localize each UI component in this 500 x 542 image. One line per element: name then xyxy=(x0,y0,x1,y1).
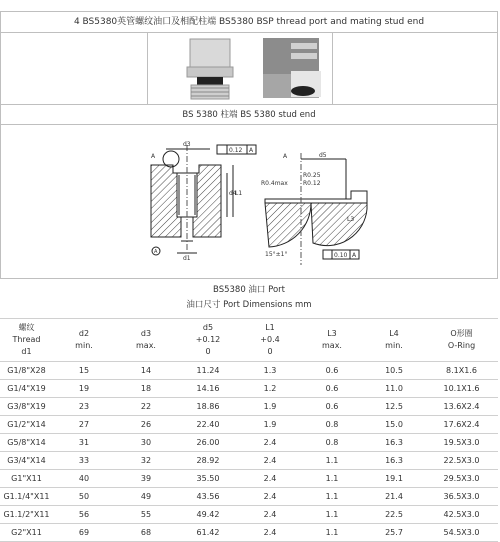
table-cell: 36.5X3.0 xyxy=(425,488,498,506)
column-header xyxy=(363,319,425,362)
table-cell: 35.50 xyxy=(177,470,239,488)
table-cell: 27 xyxy=(53,416,115,434)
column-header-line: min. xyxy=(75,341,93,350)
table-cell: 55 xyxy=(115,506,177,524)
label-d4: d4 xyxy=(229,190,237,197)
table-body xyxy=(0,362,498,542)
table-cell: 18 xyxy=(115,380,177,398)
table-cell: 0.8 xyxy=(301,434,363,452)
table-cell: 42.5X3.0 xyxy=(425,506,498,524)
tolerance-bottom-value: 0.10 xyxy=(334,252,348,259)
column-header-line: L1 xyxy=(265,323,275,332)
table-cell: G1/2"X14 xyxy=(0,416,53,434)
column-header xyxy=(0,319,53,362)
table-cell: 26.00 xyxy=(177,434,239,452)
label-l1: L1 xyxy=(235,190,243,197)
column-header-line: d1 xyxy=(21,347,32,356)
technical-drawing xyxy=(0,125,498,279)
circle-a-label: A xyxy=(154,249,158,255)
column-header-line: O-Ring xyxy=(447,341,476,350)
table-cell: 1.1 xyxy=(301,470,363,488)
table-cell: 30 xyxy=(115,434,177,452)
table-cell: 17.6X2.4 xyxy=(425,416,498,434)
column-header-line: L4 xyxy=(389,329,399,338)
table-cell: 2.4 xyxy=(239,488,301,506)
table-row xyxy=(0,380,498,398)
tolerance-bottom-ref: A xyxy=(352,252,357,259)
label-r04: R0.4max xyxy=(261,180,288,187)
column-header-line: Thread xyxy=(12,335,41,344)
table-cell: 43.56 xyxy=(177,488,239,506)
port-section-left xyxy=(151,145,256,255)
column-header-line: 0 xyxy=(267,347,273,356)
table-cell: 39 xyxy=(115,470,177,488)
table-cell: 2.4 xyxy=(239,434,301,452)
column-header xyxy=(301,319,363,362)
table-cell: 1.3 xyxy=(239,362,301,380)
table-cell: 0.6 xyxy=(301,362,363,380)
column-header-line: d3 xyxy=(140,329,152,338)
table-cell: 29.5X3.0 xyxy=(425,470,498,488)
table-cell: G2"X11 xyxy=(0,524,53,542)
tolerance-top-ref: A xyxy=(249,147,254,154)
stud-title: BS 5380 柱端 BS 5380 stud end xyxy=(0,105,498,125)
table-cell: G1.1/2"X11 xyxy=(0,506,53,524)
table-cell: 32 xyxy=(115,452,177,470)
table-cell: 13.6X2.4 xyxy=(425,398,498,416)
table-cell: 61.42 xyxy=(177,524,239,542)
label-l3: L3 xyxy=(347,216,355,223)
table-cell: 19.5X3.0 xyxy=(425,434,498,452)
table-cell: 1.2 xyxy=(239,380,301,398)
label-d1: d1 xyxy=(183,255,191,262)
table-cell: 2.4 xyxy=(239,452,301,470)
label-a-right: A xyxy=(283,153,288,160)
table-cell: 0.6 xyxy=(301,380,363,398)
table-row xyxy=(0,506,498,524)
table-cell: 1.1 xyxy=(301,506,363,524)
port-drawing-svg xyxy=(1,125,499,279)
table-row xyxy=(0,362,498,380)
fitting-photo-right xyxy=(263,38,321,98)
column-header-line: 0 xyxy=(205,347,211,356)
label-r025: R0.25 xyxy=(303,172,321,179)
table-cell: 18.86 xyxy=(177,398,239,416)
table-cell: 50 xyxy=(53,488,115,506)
table-cell: 40 xyxy=(53,470,115,488)
column-header-line: max. xyxy=(136,341,156,350)
header-title: 4 BS5380英管螺纹油口及相配柱端 BS5380 BSP thread port and mating stud end xyxy=(0,11,498,32)
label-d3: d3 xyxy=(183,141,191,148)
table-row xyxy=(0,398,498,416)
column-header-line: d5 xyxy=(202,323,214,332)
table-cell: 31 xyxy=(53,434,115,452)
column-header xyxy=(177,319,239,362)
table-cell: 19 xyxy=(53,380,115,398)
column-header-line: 螺纹 xyxy=(18,323,35,332)
table-cell: 22.40 xyxy=(177,416,239,434)
table-cell: 69 xyxy=(53,524,115,542)
table-cell: 68 xyxy=(115,524,177,542)
port-subtitle: 油口尺寸 Port Dimensions mm xyxy=(186,300,312,310)
table-cell: 49.42 xyxy=(177,506,239,524)
table-cell: 11.24 xyxy=(177,362,239,380)
table-cell: G5/8"X14 xyxy=(0,434,53,452)
column-header xyxy=(115,319,177,362)
divider xyxy=(147,33,148,104)
port-dimensions-table xyxy=(0,318,498,542)
port-title: BS5380 油口 Port xyxy=(213,285,285,295)
table-cell: 22 xyxy=(115,398,177,416)
label-a-left: A xyxy=(151,153,156,160)
column-header-line: O形圈 xyxy=(450,329,473,338)
table-cell: G1"X11 xyxy=(0,470,53,488)
table-cell: 2.4 xyxy=(239,506,301,524)
table-row xyxy=(0,434,498,452)
table-row xyxy=(0,452,498,470)
table-cell: 1.1 xyxy=(301,524,363,542)
table-cell: 2.4 xyxy=(239,524,301,542)
table-cell: 23 xyxy=(53,398,115,416)
table-cell: 33 xyxy=(53,452,115,470)
table-cell: 26 xyxy=(115,416,177,434)
table-cell: 14 xyxy=(115,362,177,380)
divider xyxy=(332,33,333,104)
table-row xyxy=(0,470,498,488)
table-cell: 1.9 xyxy=(239,398,301,416)
table-cell: 21.4 xyxy=(363,488,425,506)
table-cell: 1.1 xyxy=(301,488,363,506)
table-row xyxy=(0,416,498,434)
column-header xyxy=(425,319,498,362)
table-cell: 15 xyxy=(53,362,115,380)
table-cell: 15.0 xyxy=(363,416,425,434)
table-cell: 1.9 xyxy=(239,416,301,434)
table-cell: G3/8"X19 xyxy=(0,398,53,416)
table-cell: 2.4 xyxy=(239,470,301,488)
table-cell: 10.5 xyxy=(363,362,425,380)
label-r012: R0.12 xyxy=(303,180,321,187)
column-header-line: +0.12 xyxy=(195,335,221,344)
column-header-line: max. xyxy=(322,341,342,350)
table-cell: 11.0 xyxy=(363,380,425,398)
table-cell: 22.5X3.0 xyxy=(425,452,498,470)
table-cell: 25.7 xyxy=(363,524,425,542)
label-d5: d5 xyxy=(319,152,327,159)
table-cell: 12.5 xyxy=(363,398,425,416)
column-header-line: min. xyxy=(385,341,403,350)
table-cell: 54.5X3.0 xyxy=(425,524,498,542)
table-cell: 10.1X1.6 xyxy=(425,380,498,398)
table-cell: G3/4"X14 xyxy=(0,452,53,470)
column-header xyxy=(239,319,301,362)
table-cell: 49 xyxy=(115,488,177,506)
table-cell: 22.5 xyxy=(363,506,425,524)
table-row xyxy=(0,524,498,542)
fitting-photo-left xyxy=(187,39,233,99)
table-cell: 0.8 xyxy=(301,416,363,434)
table-cell: 1.1 xyxy=(301,452,363,470)
fitting-photos xyxy=(1,33,499,106)
table-header-row xyxy=(0,319,498,362)
table-cell: 19.1 xyxy=(363,470,425,488)
table-cell: G1/4"X19 xyxy=(0,380,53,398)
column-header xyxy=(53,319,115,362)
table-cell: G1/8"X28 xyxy=(0,362,53,380)
table-row xyxy=(0,488,498,506)
column-header-line: d2 xyxy=(78,329,90,338)
column-header-line: L3 xyxy=(327,329,337,338)
photo-panel xyxy=(0,32,498,105)
column-header-line: +0.4 xyxy=(260,335,280,344)
table-cell: 16.3 xyxy=(363,452,425,470)
table-cell: 28.92 xyxy=(177,452,239,470)
table-cell: G1.1/4"X11 xyxy=(0,488,53,506)
table-cell: 14.16 xyxy=(177,380,239,398)
tolerance-top-value: 0.12 xyxy=(229,147,243,154)
port-detail-right xyxy=(265,153,367,265)
table-cell: 0.6 xyxy=(301,398,363,416)
table-cell: 56 xyxy=(53,506,115,524)
table-cell: 8.1X1.6 xyxy=(425,362,498,380)
table-cell: 16.3 xyxy=(363,434,425,452)
label-angle: 15°±1° xyxy=(265,251,288,258)
